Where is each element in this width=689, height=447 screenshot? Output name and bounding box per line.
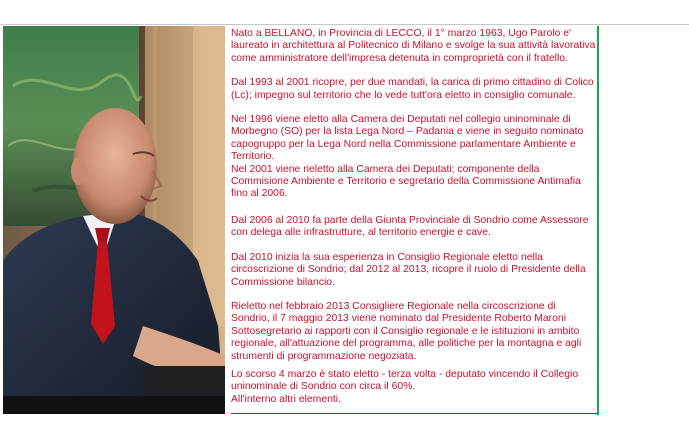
portrait-photo — [3, 26, 225, 414]
top-divider — [0, 24, 689, 25]
bio-paragraph-regional-council: Dal 2010 inizia la sua esperienza in Consiglio Regionale eletto nella circoscrizione di Sondrio; dal 2012 al 2013, ricopre il ruolo di Presidente della Commissione bilancio. — [231, 251, 586, 288]
bio-paragraph-mayor: Dal 1993 al 2001 ricopre, per due mandati, la carica di primo cittadino di Colico (Lc); impegno sul territorio che lo vede tutt'ora eletto in consiglio comunale. — [231, 77, 594, 101]
bio-paragraph-deputy-2001: Nel 2001 viene rieletto alla Camera dei Deputati; componente della Commisione Ambiente e Territorio e segretario della Commissione Antimafia fino al 2006. — [231, 163, 581, 200]
red-bottom-divider — [231, 413, 597, 414]
biography-text — [231, 28, 596, 406]
green-vertical-divider — [597, 26, 599, 415]
bio-paragraph-birth: Nato a BELLANO, in Provincia di LECCO, il 1° marzo 1963, Ugo Parolo e' laureato in architettura al Politecnico di Milano e svolge la sua attività lavorativa come amministratore dell'impresa detenuta in comproprietà con il fratello. — [231, 28, 596, 64]
bio-paragraph-undersecretary: Rieletto nel febbraio 2013 Consigliere Regionale nella circoscrizione di Sondrio, il 7 maggio 2013 viene nominato dal Presidente Roberto Maroni Sottosegretario ai rapporti con il Consiglio regionale e le istituzioni in ambito regionale, all'attuazione del programma, alle politiche per la montagna e agli strumenti di programmazione negoziata. — [231, 300, 582, 362]
bio-paragraph-deputy-1996: Nel 1996 viene eletto alla Camera dei Deputati nel collegio uninominale di Morbegno (SO) per la lista Lega Nord – Padania e viene in seguito nominato capogruppo per la Lega Nord nella Commissione parlamentare Ambiente e Territorio. — [231, 114, 584, 163]
bio-paragraph-more-elements: All'interno altri elementi. — [231, 393, 341, 405]
bio-paragraph-election-2018: Lo scorso 4 marzo è stato eletto - terza volta - deputato vincendo il Collegio uninominale di Sondrio con circa il 60%. — [231, 368, 579, 393]
bio-paragraph-provincial-board: Dal 2006 al 2010 fa parte della Giunta Provinciale di Sondrio come Assessore con delega alle infrastrutture, al territorio energie e cave. — [231, 214, 589, 239]
